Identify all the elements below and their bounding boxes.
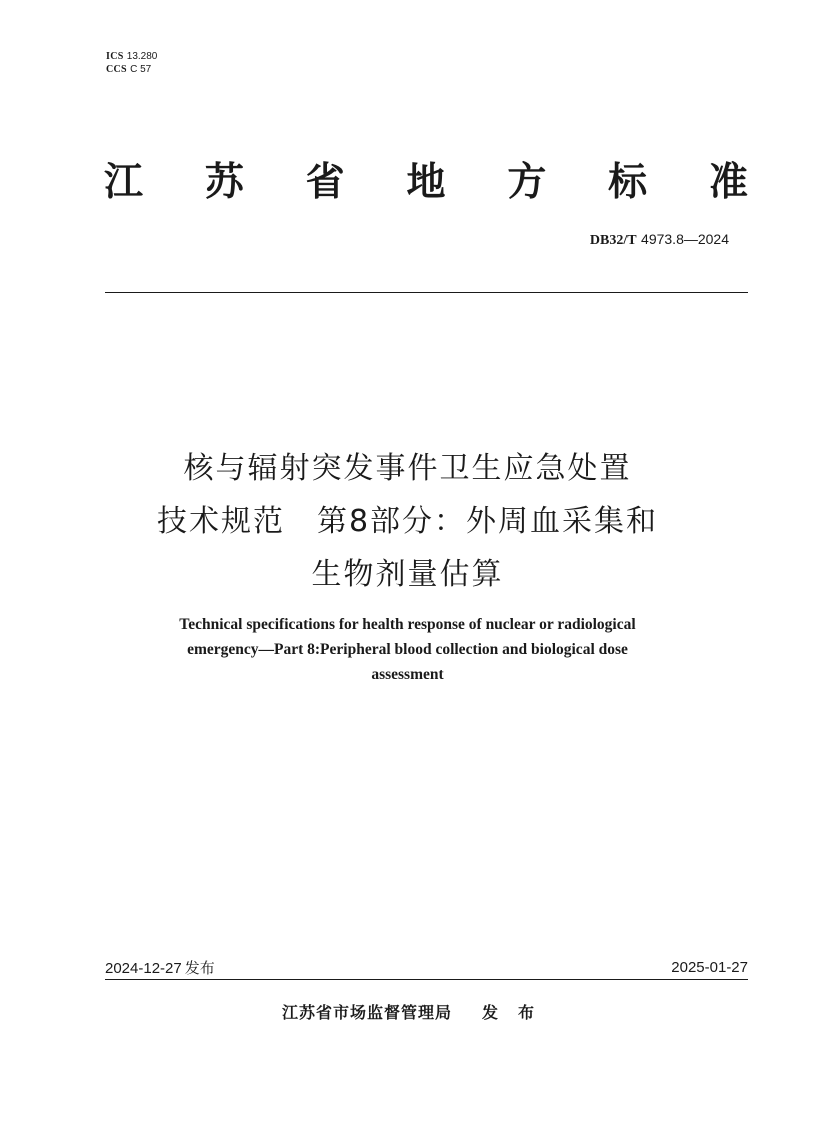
implementation-date: 2025-01-27 [671,959,748,976]
bottom-divider [105,979,748,980]
issue-date [105,958,215,979]
standard-category-char: 省 [305,160,345,205]
standard-number [590,230,729,250]
title-english [80,612,735,687]
title-chinese-line: 核与辐射突发事件卫生应急处置 [183,451,632,486]
standard-category-char: 地 [406,160,446,205]
standard-category-char: 方 [507,160,547,205]
ics-label: ICS [106,51,124,62]
issuing-authority [282,1002,554,1024]
ccs-code [106,63,157,76]
issue-date-value: 2024-12-27 [105,960,182,977]
standard-number-value: 4973.8—2024 [641,231,729,247]
standard-category-char: 苏 [204,160,244,205]
ics-value: 13.280 [126,51,158,62]
title-english-line: assessment [371,666,444,683]
top-divider [105,292,748,293]
title-chinese [60,442,755,601]
standard-category-char: 江 [104,160,144,205]
standard-category-char: 标 [608,160,648,205]
issuer-action: 发布 [482,1003,555,1022]
title-english-line: Technical specifications for health response of nuclear or radiological [179,616,636,633]
ccs-value: C 57 [130,64,152,75]
standard-category-title [104,158,748,208]
standard-number-prefix: DB32/T [589,233,637,248]
ics-code [106,50,157,63]
ccs-label: CCS [106,64,127,75]
title-chinese-line: 技术规范 第8部分：外周血采集和 [156,504,659,539]
standard-category-char: 准 [708,160,748,205]
classification-codes [106,50,157,76]
title-chinese-line: 生物剂量估算 [311,557,504,592]
issuer-name: 江苏省市场监督管理局 [282,1003,453,1022]
issue-date-suffix: 发布 [184,959,215,977]
title-english-line: emergency—Part 8:Peripheral blood collection and biological dose [187,641,628,658]
